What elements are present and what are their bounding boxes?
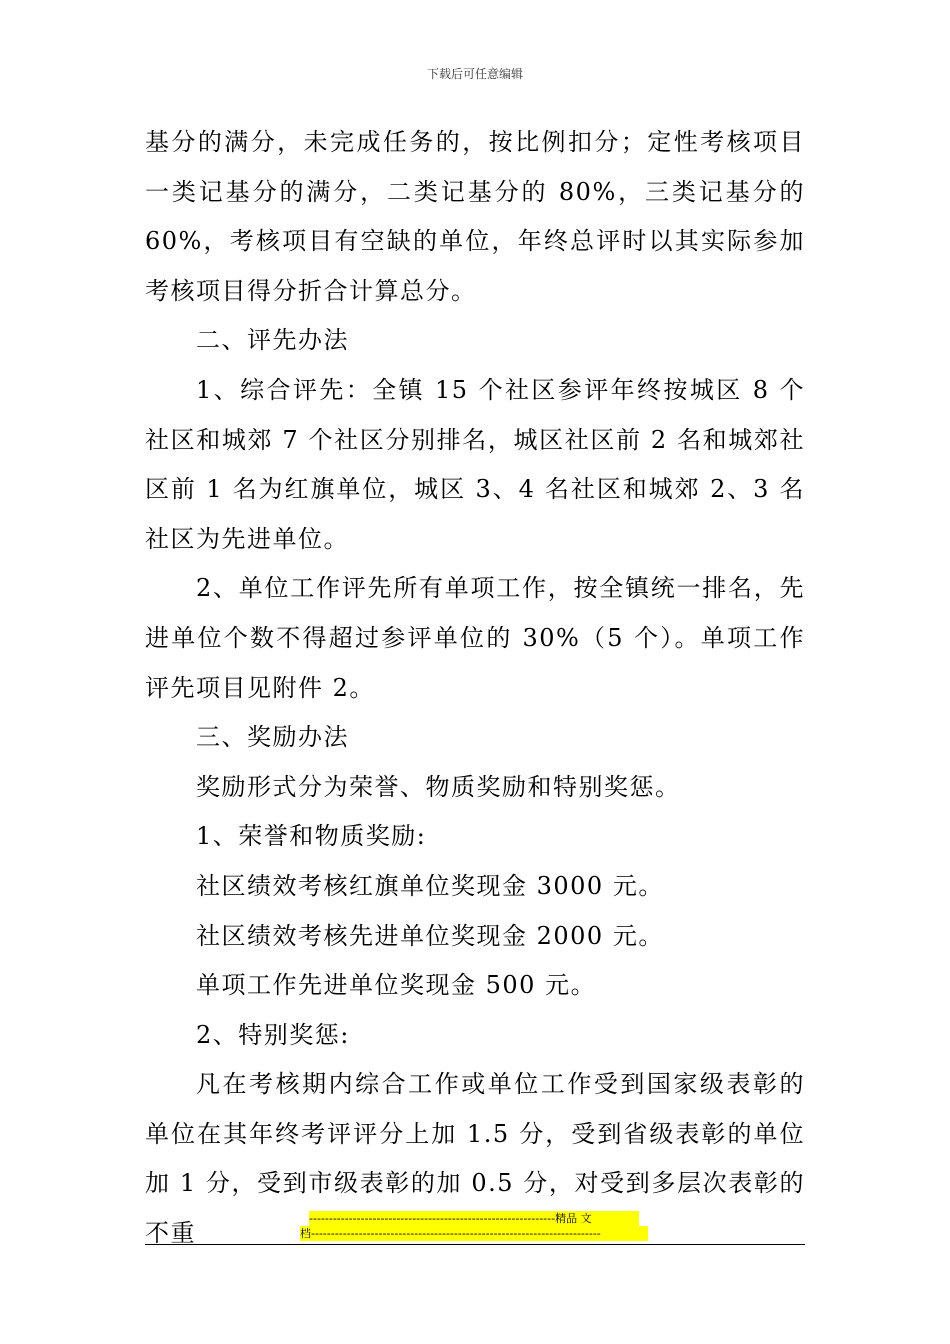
footer-divider <box>145 1244 805 1245</box>
section-heading-3: 三、奖励办法 <box>196 723 349 752</box>
footer-watermark-line-1: --------------------------------------------------------------精品 文 <box>309 1211 639 1226</box>
page-header: 下载后可任意编辑 <box>426 67 523 81</box>
paragraph-1: 基分的满分，未完成任务的，按比例扣分；定性考核项目一类记基分的满分，二类记基分的 80%，三类记基分的 60%，考核项目有空缺的单位，年终总评时以其实际参加考核项目得分折合计算总分。 <box>145 128 805 305</box>
paragraph-3: 1、综合评先：全镇 15 个社区参评年终按城区 8 个社区和城郊 7 个社区分别排名，城区社区前 2 名和城郊社区前 1 名为红旗单位，城区 3、4 名社区和城郊 2、3 名社区为先进单位。 <box>145 375 805 553</box>
sub-heading-1: 1、荣誉和物质奖励: <box>196 822 427 851</box>
document-body <box>145 118 805 1259</box>
paragraph-6: 奖励形式分为荣誉、物质奖励和特别奖惩。 <box>196 772 681 801</box>
paragraph-10: 单项工作先进单位奖现金 500 元。 <box>196 971 597 1000</box>
paragraph-9: 社区绩效考核先进单位奖现金 2000 元。 <box>196 921 664 950</box>
paragraph-4: 2、单位工作评先所有单项工作，按全镇统一排名，先进单位个数不得超过参评单位的 30%（5 个）。单项工作评先项目见附件 2。 <box>145 574 805 702</box>
section-heading-2: 二、评先办法 <box>196 326 349 355</box>
paragraph-12: 凡在考核期内综合工作或单位工作受到国家级表彰的单位在其年终考评评分上加 1.5 分，受到省级表彰的单位加 1 分，受到市级表彰的加 0.5 分，对受到多层次表彰的不重 <box>145 1070 805 1248</box>
paragraph-8: 社区绩效考核红旗单位奖现金 3000 元。 <box>196 871 664 900</box>
sub-heading-2: 2、特别奖惩: <box>196 1020 350 1049</box>
footer-watermark-line-2: 档------------------------------------------------------------------------- <box>300 1226 648 1241</box>
